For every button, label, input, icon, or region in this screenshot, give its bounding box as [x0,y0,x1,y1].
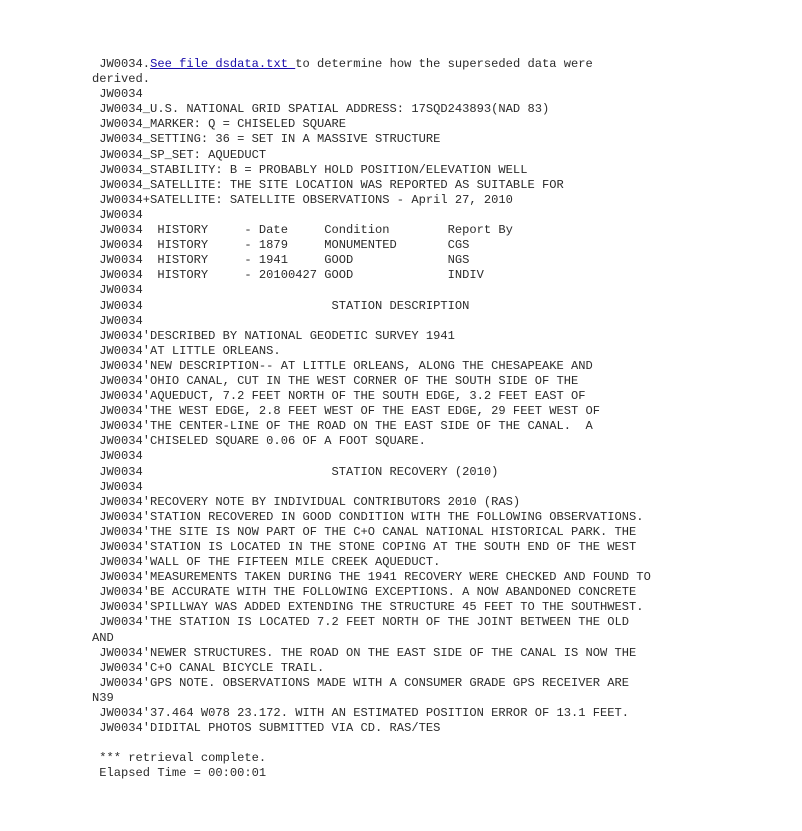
datasheet-line: JW0034 [92,449,143,464]
datasheet-line: JW0034_SETTING: 36 = SET IN A MASSIVE STRUCTURE [92,132,441,147]
datasheet-line: JW0034'OHIO CANAL, CUT IN THE WEST CORNER OF THE SOUTH SIDE OF THE [92,373,579,388]
datasheet-line: JW0034'DESCRIBED BY NATIONAL GEODETIC SURVEY 1941 [92,328,455,343]
datasheet-line: JW0034'THE WEST EDGE, 2.8 FEET WEST OF THE EAST EDGE, 29 FEET WEST OF [92,404,601,419]
datasheet-line: JW0034 HISTORY - Date Condition Report By [92,223,513,238]
datasheet-line: JW0034'DIDITAL PHOTOS SUBMITTED VIA CD. RAS/TES [92,721,441,736]
datasheet-line: JW0034_SATELLITE: THE SITE LOCATION WAS REPORTED AS SUITABLE FOR [92,177,564,192]
datasheet-body [92,87,792,736]
datasheet-line: AND [92,630,114,645]
datasheet-line: JW0034 STATION RECOVERY (2010) [92,464,499,479]
datasheet-line: JW0034'CHISELED SQUARE 0.06 OF A FOOT SQUARE. [92,434,426,449]
datasheet-line: JW0034 STATION DESCRIPTION [92,298,470,313]
datasheet-line: JW0034_STABILITY: B = PROBABLY HOLD POSITION/ELEVATION WELL [92,162,528,177]
datasheet-line: JW0034'STATION IS LOCATED IN THE STONE COPING AT THE SOUTH END OF THE WEST [92,540,637,554]
blank-gap [92,736,792,751]
datasheet-line: JW0034_MARKER: Q = CHISELED SQUARE [92,117,347,132]
datasheet-line: N39 [92,690,114,705]
datasheet-line: JW0034 [92,207,143,222]
retrieval-complete-line: *** retrieval complete. [92,751,267,766]
datasheet-document [92,57,792,782]
datasheet-line: JW0034 HISTORY - 20100427 GOOD INDIV [92,268,484,283]
datasheet-line: JW0034 [92,283,143,298]
datasheet-line: JW0034'NEWER STRUCTURES. THE ROAD ON THE EAST SIDE OF THE CANAL IS NOW THE [92,645,637,660]
datasheet-line: JW0034'STATION RECOVERED IN GOOD CONDITION WITH THE FOLLOWING OBSERVATIONS. [92,509,644,524]
elapsed-time-line: Elapsed Time = 00:00:01 [92,766,267,781]
datasheet-line: JW0034'AT LITTLE ORLEANS. [92,343,281,358]
header-line [92,57,792,72]
datasheet-line: JW0034 HISTORY - 1879 MONUMENTED CGS [92,238,470,253]
datasheet-line: JW0034'THE SITE IS NOW PART OF THE C+O CANAL NATIONAL HISTORICAL PARK. THE [92,524,637,539]
datasheet-line: JW0034'THE CENTER-LINE OF THE ROAD ON THE EAST SIDE OF THE CANAL. A [92,419,593,434]
datasheet-line: JW0034'MEASUREMENTS TAKEN DURING THE 1941 RECOVERY WERE CHECKED AND FOUND TO [92,570,651,585]
datasheet-line: JW0034'AQUEDUCT, 7.2 FEET NORTH OF THE SOUTH EDGE, 3.2 FEET EAST OF [92,389,586,404]
datasheet-line: JW0034'37.464 W078 23.172. WITH AN ESTIMATED POSITION ERROR OF 13.1 FEET. [92,706,630,721]
datasheet-line: JW0034'BE ACCURATE WITH THE FOLLOWING EXCEPTIONS. A NOW ABANDONED CONCRETE [92,585,637,600]
datasheet-line: JW0034'C+O CANAL BICYCLE TRAIL. [92,660,325,675]
header-prefix: JW0034. [92,57,151,71]
datasheet-line: JW0034'GPS NOTE. OBSERVATIONS MADE WITH A CONSUMER GRADE GPS RECEIVER ARE [92,675,630,690]
datasheet-line: JW0034 [92,479,143,494]
datasheet-line: JW0034+SATELLITE: SATELLITE OBSERVATIONS - April 27, 2010 [92,192,513,207]
datasheet-line: JW0034 [92,313,143,328]
datasheet-line: JW0034_U.S. NATIONAL GRID SPATIAL ADDRESS: 17SQD243893(NAD 83) [92,102,550,117]
header-wrap-line: derived. [92,72,151,87]
datasheet-line: JW0034'SPILLWAY WAS ADDED EXTENDING THE STRUCTURE 45 FEET TO THE SOUTHWEST. [92,600,644,615]
dsdata-link[interactable]: See file dsdata.txt [150,57,296,71]
datasheet-line: JW0034 HISTORY - 1941 GOOD NGS [92,253,470,268]
datasheet-line: JW0034'NEW DESCRIPTION-- AT LITTLE ORLEANS, ALONG THE CHESAPEAKE AND [92,358,593,373]
datasheet-line: JW0034'THE STATION IS LOCATED 7.2 FEET NORTH OF THE JOINT BETWEEN THE OLD [92,615,630,630]
datasheet-line: JW0034_SP_SET: AQUEDUCT [92,147,267,162]
header-suffix: to determine how the superseded data were [295,57,593,71]
datasheet-line: JW0034'WALL OF THE FIFTEEN MILE CREEK AQUEDUCT. [92,555,441,570]
datasheet-line: JW0034'RECOVERY NOTE BY INDIVIDUAL CONTRIBUTORS 2010 (RAS) [92,494,521,509]
datasheet-line: JW0034 [92,87,143,102]
